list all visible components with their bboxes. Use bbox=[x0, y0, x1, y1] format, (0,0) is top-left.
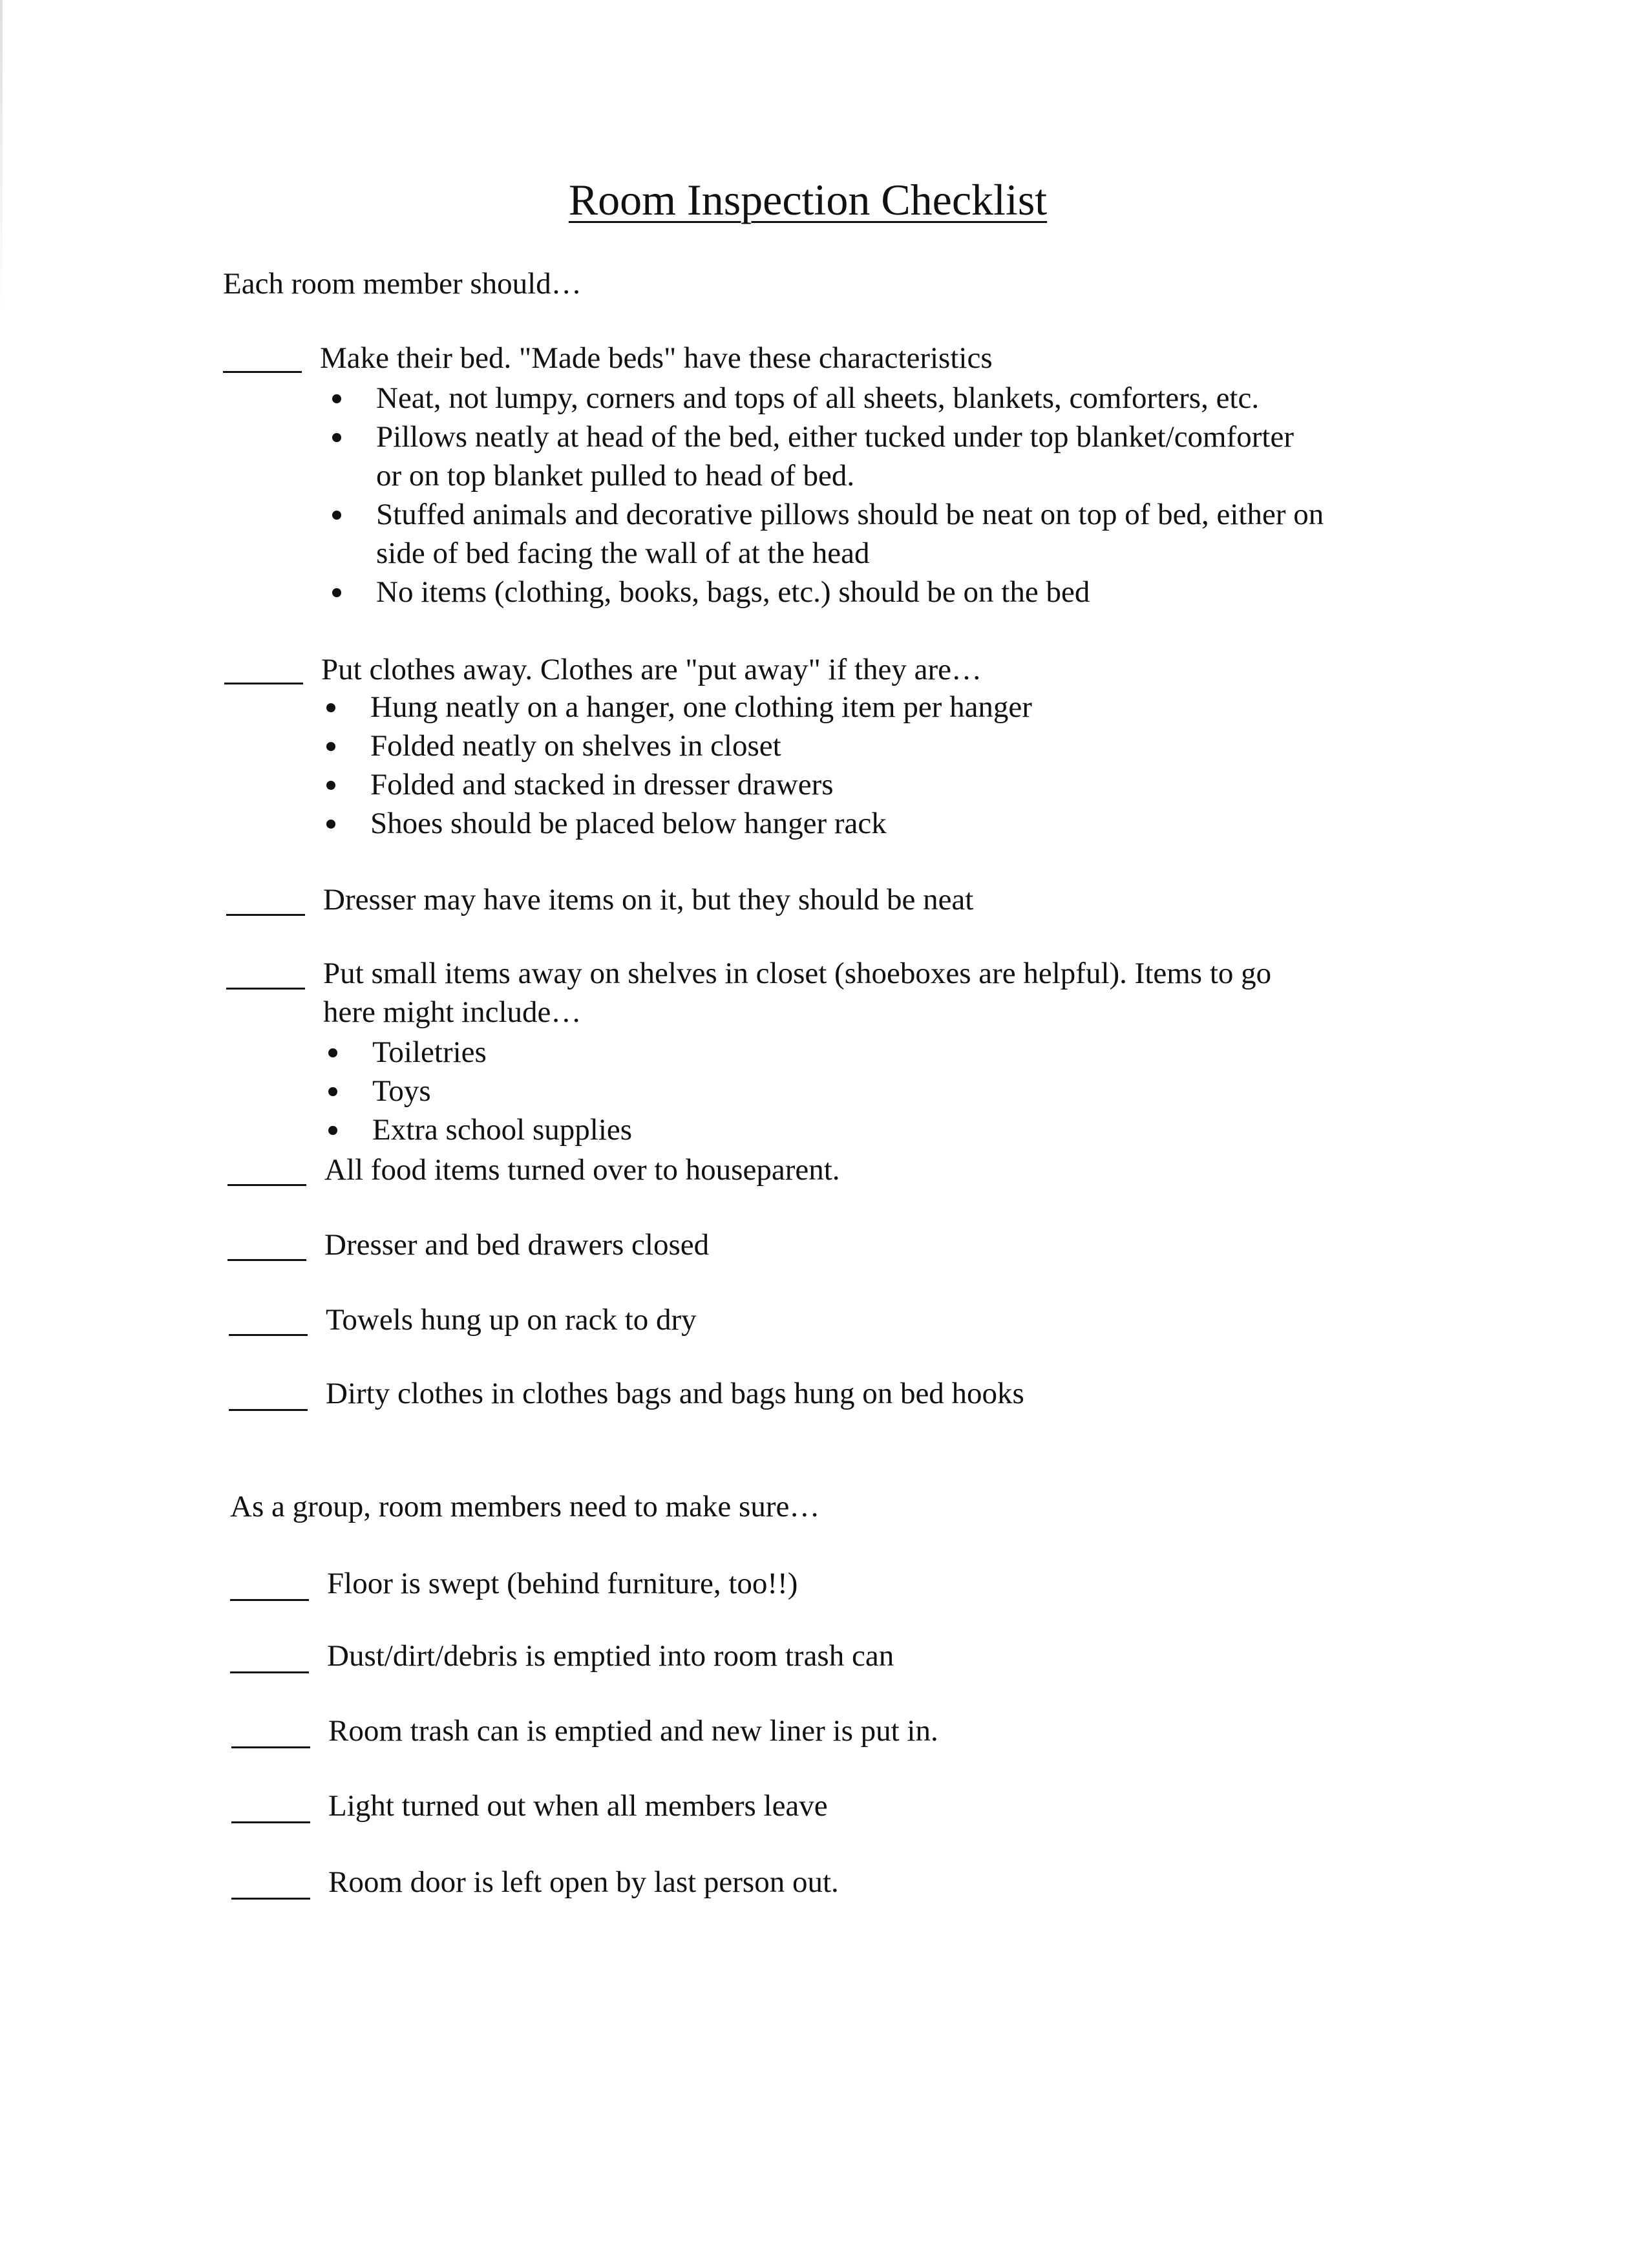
bullet-icon bbox=[332, 433, 341, 442]
page-title: Room Inspection Checklist bbox=[568, 175, 1048, 224]
checkbox-blank[interactable] bbox=[226, 914, 305, 916]
item-text: Room trash can is emptied and new liner is put in. bbox=[328, 1714, 938, 1748]
bullet-list-small-items bbox=[372, 1033, 632, 1149]
list-item: Neat, not lumpy, corners and tops of all sheets, blankets, comforters, etc. bbox=[376, 379, 1324, 418]
bullet-icon bbox=[328, 1126, 337, 1135]
checkbox-blank[interactable] bbox=[227, 1184, 306, 1186]
bullet-list-clothes-away bbox=[370, 688, 1032, 843]
checkbox-blank[interactable] bbox=[226, 988, 305, 990]
item-text: Dresser and bed drawers closed bbox=[324, 1228, 710, 1262]
item-text-continuation: here might include… bbox=[323, 995, 582, 1029]
checkbox-blank[interactable] bbox=[231, 1746, 310, 1748]
bullet-icon bbox=[332, 394, 341, 403]
checkbox-blank[interactable] bbox=[231, 1821, 310, 1823]
list-item: Toiletries bbox=[372, 1033, 632, 1072]
checkbox-blank[interactable] bbox=[224, 683, 303, 684]
list-item: Folded and stacked in dresser drawers bbox=[370, 765, 1032, 804]
checkbox-blank[interactable] bbox=[229, 1409, 308, 1411]
checkbox-blank[interactable] bbox=[223, 371, 302, 373]
list-item: Pillows neatly at head of the bed, either tucked under top blanket/comforter bbox=[376, 418, 1324, 456]
item-text: Towels hung up on rack to dry bbox=[326, 1303, 697, 1337]
list-item: Hung neatly on a hanger, one clothing item per hanger bbox=[370, 688, 1032, 726]
list-item-continuation: or on top blanket pulled to head of bed. bbox=[376, 459, 855, 493]
bullet-icon bbox=[328, 1048, 337, 1057]
checkbox-blank[interactable] bbox=[231, 1898, 310, 1900]
section2-heading: As a group, room members need to make sure… bbox=[230, 1490, 820, 1523]
list-item: Toys bbox=[372, 1072, 632, 1110]
item-text: Make their bed. "Made beds" have these characteristics bbox=[320, 341, 993, 375]
item-text: Dresser may have items on it, but they should be neat bbox=[323, 883, 974, 917]
list-item: Shoes should be placed below hanger rack bbox=[370, 804, 1032, 843]
bullet-icon bbox=[332, 588, 341, 597]
list-item-continuation: side of bed facing the wall of at the head bbox=[376, 536, 870, 570]
bullet-list-make-bed bbox=[376, 379, 1324, 611]
list-item: Extra school supplies bbox=[372, 1110, 632, 1149]
item-text: Put clothes away. Clothes are "put away" if they are… bbox=[321, 653, 982, 686]
list-item: No items (clothing, books, bags, etc.) should be on the bed bbox=[376, 573, 1324, 611]
checkbox-blank[interactable] bbox=[230, 1671, 309, 1673]
bullet-icon bbox=[328, 1087, 337, 1096]
checkbox-blank[interactable] bbox=[229, 1334, 308, 1336]
item-text: Put small items away on shelves in closet (shoeboxes are helpful). Items to go bbox=[323, 957, 1272, 990]
checkbox-blank[interactable] bbox=[230, 1599, 309, 1601]
bullet-icon bbox=[326, 820, 335, 829]
section1-heading: Each room member should… bbox=[223, 267, 582, 301]
bullet-icon bbox=[332, 511, 341, 520]
item-text: Light turned out when all members leave bbox=[328, 1789, 828, 1823]
item-text: Floor is swept (behind furniture, too!!) bbox=[327, 1567, 798, 1600]
list-item: Stuffed animals and decorative pillows should be neat on top of bed, either on bbox=[376, 495, 1324, 534]
bullet-icon bbox=[326, 703, 335, 712]
page-edge-shadow bbox=[0, 0, 3, 310]
checkbox-blank[interactable] bbox=[227, 1259, 306, 1261]
item-text: Dust/dirt/debris is emptied into room trash can bbox=[327, 1639, 894, 1673]
bullet-icon bbox=[326, 781, 335, 790]
bullet-icon bbox=[326, 742, 335, 751]
item-text: All food items turned over to houseparent. bbox=[324, 1153, 840, 1187]
list-item: Folded neatly on shelves in closet bbox=[370, 726, 1032, 765]
item-text: Dirty clothes in clothes bags and bags hung on bed hooks bbox=[326, 1377, 1024, 1410]
item-text: Room door is left open by last person out. bbox=[328, 1865, 839, 1899]
